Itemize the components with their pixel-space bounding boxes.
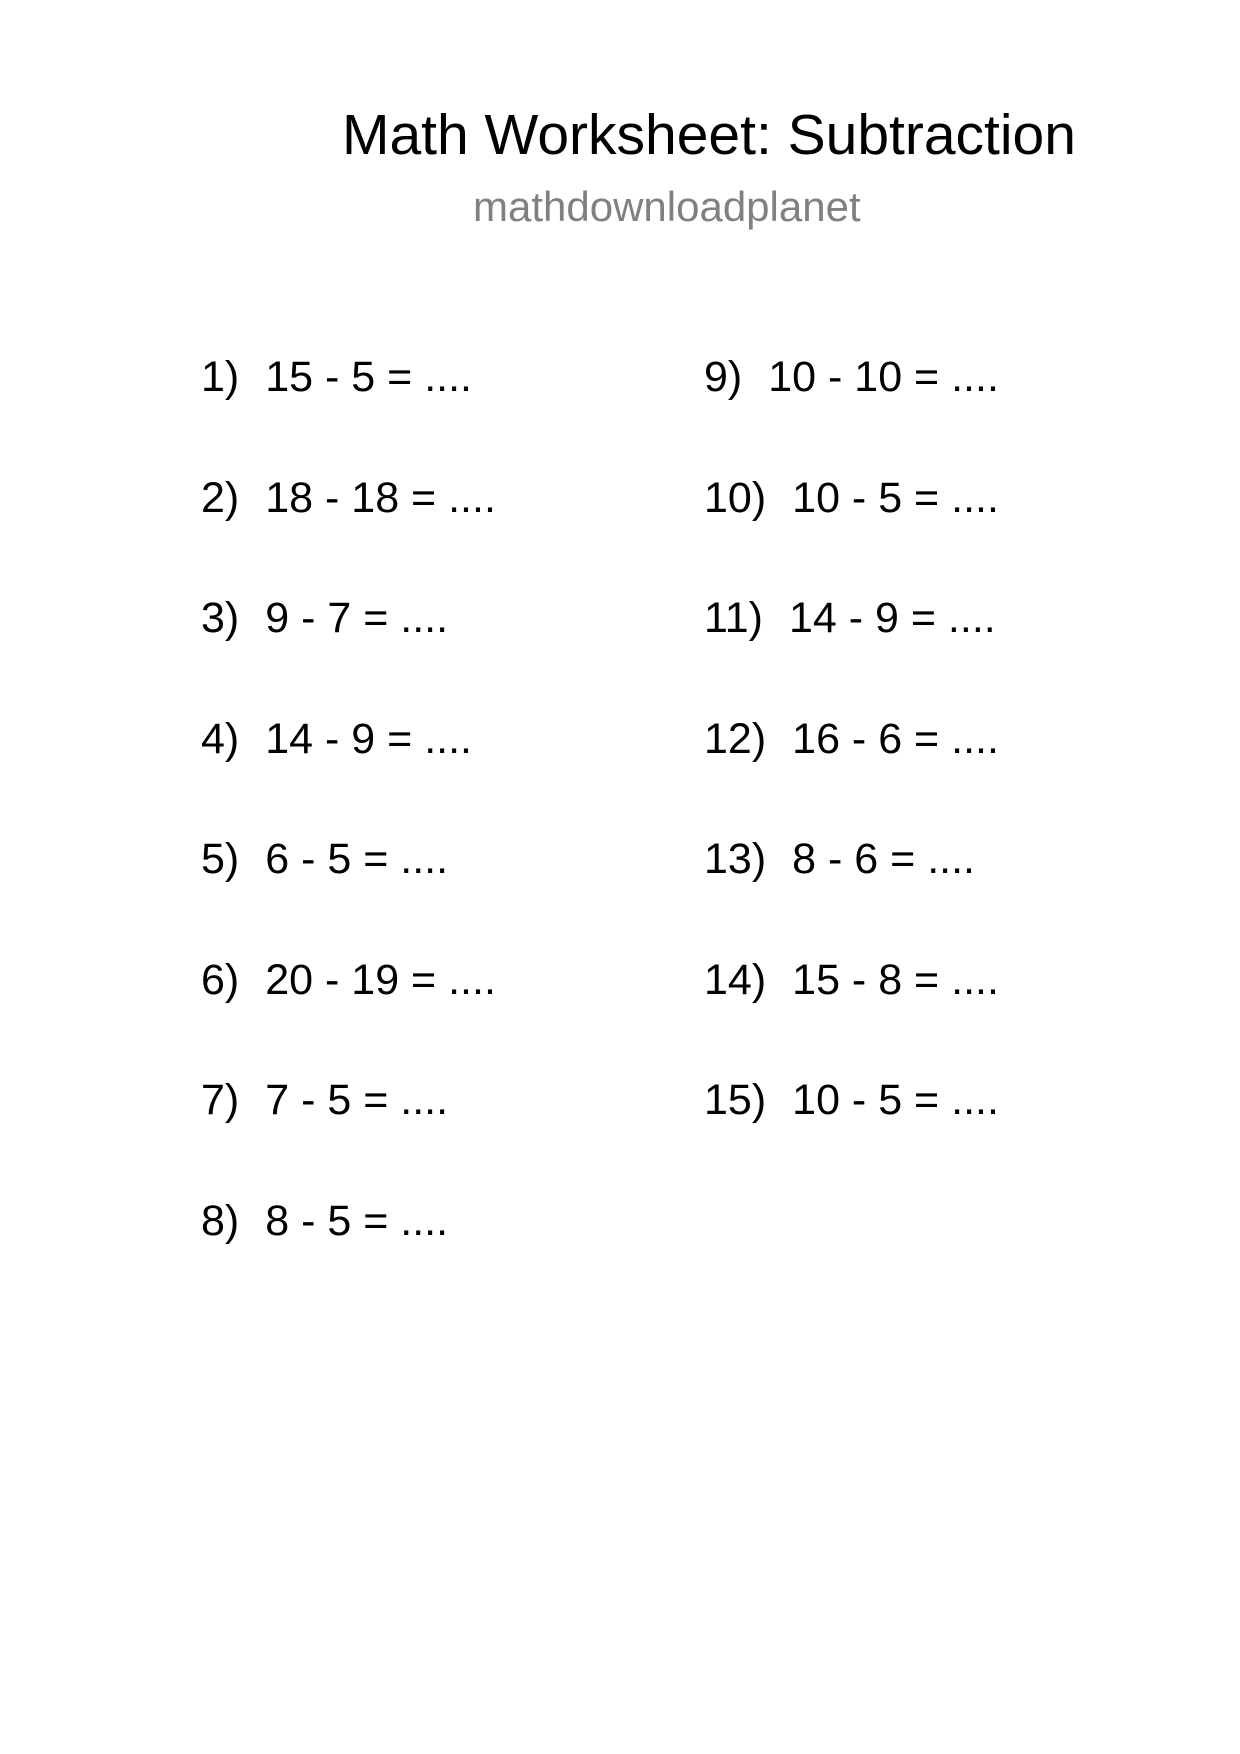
problem-number: 14)	[704, 955, 767, 1004]
problem-number: 9)	[704, 353, 743, 401]
problem-expression: 15 - 8 = ....	[792, 955, 999, 1004]
problem-expression: 10 - 5 = ....	[792, 473, 999, 522]
problem-item	[201, 350, 496, 471]
problem-number: 8)	[201, 1196, 240, 1245]
problem-number: 3)	[201, 594, 240, 642]
problem-expression: 8 - 5 = ....	[265, 1196, 449, 1245]
problem-number: 15)	[704, 1076, 767, 1124]
problem-column-left	[201, 350, 496, 1314]
problem-number: 1)	[201, 353, 240, 401]
problem-item	[704, 1073, 999, 1194]
problem-item	[704, 953, 999, 1074]
problem-item	[201, 591, 496, 712]
problem-expression: 18 - 18 = ....	[265, 473, 496, 522]
problem-item	[704, 591, 999, 712]
problem-expression: 9 - 7 = ....	[265, 594, 449, 642]
problem-number: 2)	[201, 473, 240, 522]
problem-column-right	[704, 350, 999, 1194]
problem-expression: 8 - 6 = ....	[792, 835, 975, 883]
problem-number: 10)	[704, 473, 767, 522]
problem-expression: 10 - 5 = ....	[792, 1076, 999, 1124]
problem-item	[201, 471, 496, 592]
problem-item	[704, 350, 999, 471]
problem-number: 4)	[201, 714, 240, 763]
source-label: mathdownloadplanet	[473, 183, 861, 230]
page-title: Math Worksheet: Subtraction	[342, 103, 1076, 167]
problem-item	[704, 712, 999, 833]
problem-expression: 20 - 19 = ....	[265, 955, 496, 1004]
problem-item	[201, 1073, 496, 1194]
problem-number: 5)	[201, 835, 240, 883]
problem-item	[704, 832, 999, 953]
problem-number: 6)	[201, 955, 240, 1004]
problem-item	[201, 1194, 496, 1315]
problem-expression: 15 - 5 = ....	[265, 353, 472, 401]
problem-expression: 6 - 5 = ....	[265, 835, 449, 883]
problem-expression: 14 - 9 = ....	[265, 714, 472, 763]
problem-item	[201, 712, 496, 833]
problem-expression: 16 - 6 = ....	[792, 714, 999, 763]
problem-number: 12)	[704, 714, 767, 763]
problem-expression: 7 - 5 = ....	[265, 1076, 449, 1124]
problem-number: 7)	[201, 1076, 240, 1124]
problem-expression: 10 - 10 = ....	[768, 353, 999, 401]
problem-number: 13)	[704, 835, 767, 883]
problem-item	[201, 953, 496, 1074]
problem-expression: 14 - 9 = ....	[788, 594, 996, 642]
problem-item	[201, 832, 496, 953]
problem-item	[704, 471, 999, 592]
problem-number: 11)	[704, 594, 763, 642]
